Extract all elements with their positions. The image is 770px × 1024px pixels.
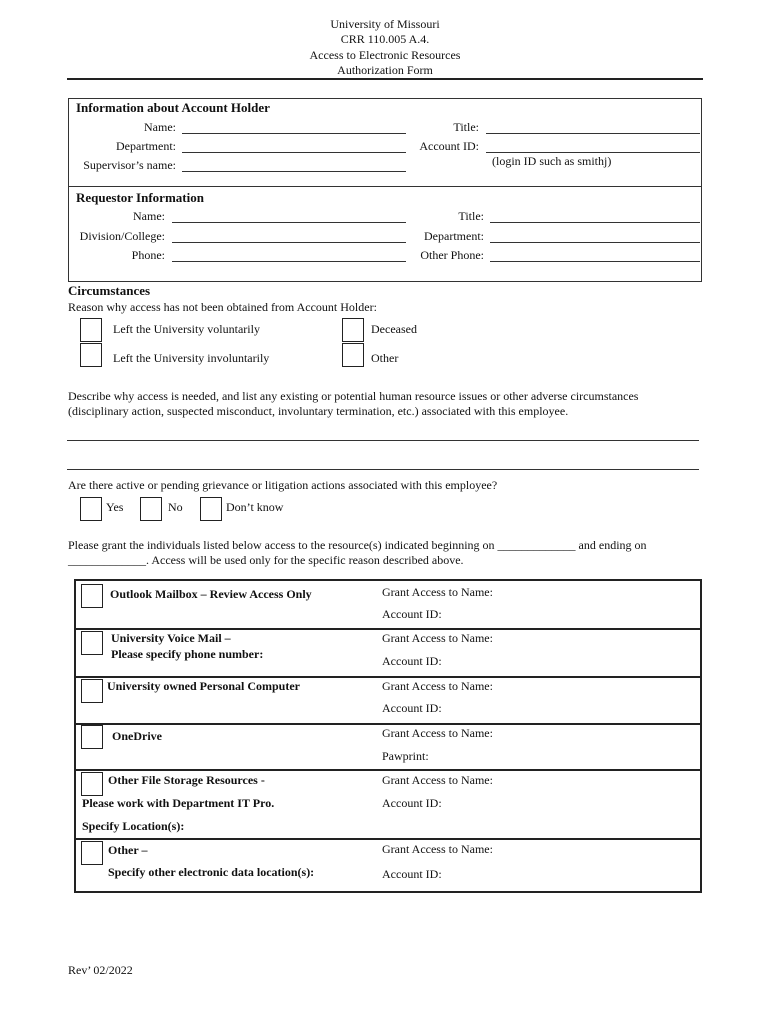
resources-row-divider-3 (76, 723, 700, 725)
involuntary-checkbox[interactable] (80, 343, 102, 367)
computer-label: University owned Personal Computer (107, 679, 300, 693)
resources-row-divider-5 (76, 838, 700, 840)
voluntary-label: Left the University voluntarily (113, 322, 260, 336)
other-storage-label-2: Please work with Department IT Pro. (82, 796, 275, 810)
other-location-checkbox[interactable] (81, 841, 103, 865)
deceased-label: Deceased (371, 322, 417, 336)
requestor-other-phone-label: Other Phone: (420, 248, 484, 262)
requestor-title-field[interactable] (490, 222, 700, 223)
voicemail-account-id-label: Account ID: (382, 654, 442, 668)
no-checkbox[interactable] (140, 497, 162, 521)
deceased-checkbox[interactable] (342, 318, 364, 342)
info-box-divider (68, 186, 702, 187)
circumstances-heading: Circumstances (68, 283, 151, 298)
describe-line-2: (disciplinary action, suspected misconduct, involuntary termination, etc.) associated with this employee. (68, 404, 569, 418)
header-title: Access to Electronic Resources (309, 48, 461, 62)
account-holder-heading: Information about Account Holder (76, 100, 270, 115)
requestor-name-field[interactable] (172, 222, 406, 223)
resources-row-divider-2 (76, 676, 700, 678)
grievance-prompt: Are there active or pending grievance or litigation actions associated with this employee? (68, 478, 498, 492)
voluntary-checkbox[interactable] (80, 318, 102, 342)
other-reason-label: Other (371, 351, 399, 365)
describe-line-1: Describe why access is needed, and list any existing or potential human resource issues or other adverse circumstances (68, 389, 639, 403)
grant-line-2: _____________. Access will be used only for the specific reason described above. (68, 553, 464, 567)
holder-department-label: Department: (116, 139, 176, 153)
computer-grant-label: Grant Access to Name: (382, 679, 493, 693)
header-crr: CRR 110.005 A.4. (340, 32, 430, 46)
onedrive-grant-label: Grant Access to Name: (382, 726, 493, 740)
requestor-name-label: Name: (133, 209, 165, 223)
other-storage-account-id-label: Account ID: (382, 796, 442, 810)
resources-row-divider-4 (76, 769, 700, 771)
onedrive-checkbox[interactable] (81, 725, 103, 749)
dont-know-label: Don’t know (226, 500, 284, 514)
voicemail-label-1: University Voice Mail – (111, 631, 231, 645)
outlook-grant-label: Grant Access to Name: (382, 585, 493, 599)
requestor-other-phone-field[interactable] (490, 261, 700, 262)
other-location-label-1: Other – (108, 843, 148, 857)
onedrive-label: OneDrive (112, 729, 162, 743)
describe-field-1[interactable] (67, 440, 699, 441)
involuntary-label: Left the University involuntarily (113, 351, 270, 365)
voicemail-label-2: Please specify phone number: (111, 647, 264, 661)
yes-checkbox[interactable] (80, 497, 102, 521)
requestor-title-label: Title: (458, 209, 484, 223)
computer-account-id-label: Account ID: (382, 701, 442, 715)
requestor-department-label: Department: (424, 229, 484, 243)
outlook-label: Outlook Mailbox – Review Access Only (110, 587, 312, 601)
other-location-account-id-label: Account ID: (382, 867, 442, 881)
describe-field-2[interactable] (67, 469, 699, 470)
header-subtitle: Authorization Form (337, 63, 433, 77)
holder-name-label: Name: (144, 120, 176, 134)
holder-title-field[interactable] (486, 133, 700, 134)
other-reason-checkbox[interactable] (342, 343, 364, 367)
holder-account-id-label: Account ID: (419, 139, 479, 153)
requestor-division-label: Division/College: (79, 229, 165, 243)
onedrive-pawprint-label: Pawprint: (382, 749, 429, 763)
reason-prompt: Reason why access has not been obtained from Account Holder: (68, 300, 377, 314)
holder-supervisor-field[interactable] (182, 171, 406, 172)
yes-label: Yes (106, 500, 124, 514)
requestor-phone-label: Phone: (131, 248, 165, 262)
computer-checkbox[interactable] (81, 679, 103, 703)
requestor-department-field[interactable] (490, 242, 700, 243)
other-location-label-2: Specify other electronic data location(s): (108, 865, 315, 879)
other-location-grant-label: Grant Access to Name: (382, 842, 493, 856)
outlook-checkbox[interactable] (81, 584, 103, 608)
other-storage-label-3: Specify Location(s): (82, 819, 185, 833)
revision-label: Rev’ 02/2022 (68, 963, 133, 977)
grant-line-1: Please grant the individuals listed below access to the resource(s) indicated beginning on _____________ and ending on (68, 538, 647, 552)
other-storage-checkbox[interactable] (81, 772, 103, 796)
dont-know-checkbox[interactable] (200, 497, 222, 521)
login-hint: (login ID such as smithj) (492, 154, 612, 168)
other-storage-label-1: Other File Storage Resources - (108, 773, 265, 787)
holder-department-field[interactable] (182, 152, 406, 153)
other-storage-grant-label: Grant Access to Name: (382, 773, 493, 787)
header-university: University of Missouri (330, 17, 440, 31)
voicemail-grant-label: Grant Access to Name: (382, 631, 493, 645)
holder-account-id-field[interactable] (486, 152, 700, 153)
no-label: No (168, 500, 183, 514)
holder-title-label: Title: (453, 120, 479, 134)
voicemail-checkbox[interactable] (81, 631, 103, 655)
requestor-heading: Requestor Information (76, 190, 204, 205)
requestor-phone-field[interactable] (172, 261, 406, 262)
holder-name-field[interactable] (182, 133, 406, 134)
header-divider (67, 78, 703, 80)
resources-row-divider-1 (76, 628, 700, 630)
requestor-division-field[interactable] (172, 242, 406, 243)
outlook-account-id-label: Account ID: (382, 607, 442, 621)
holder-supervisor-label: Supervisor’s name: (83, 158, 176, 172)
